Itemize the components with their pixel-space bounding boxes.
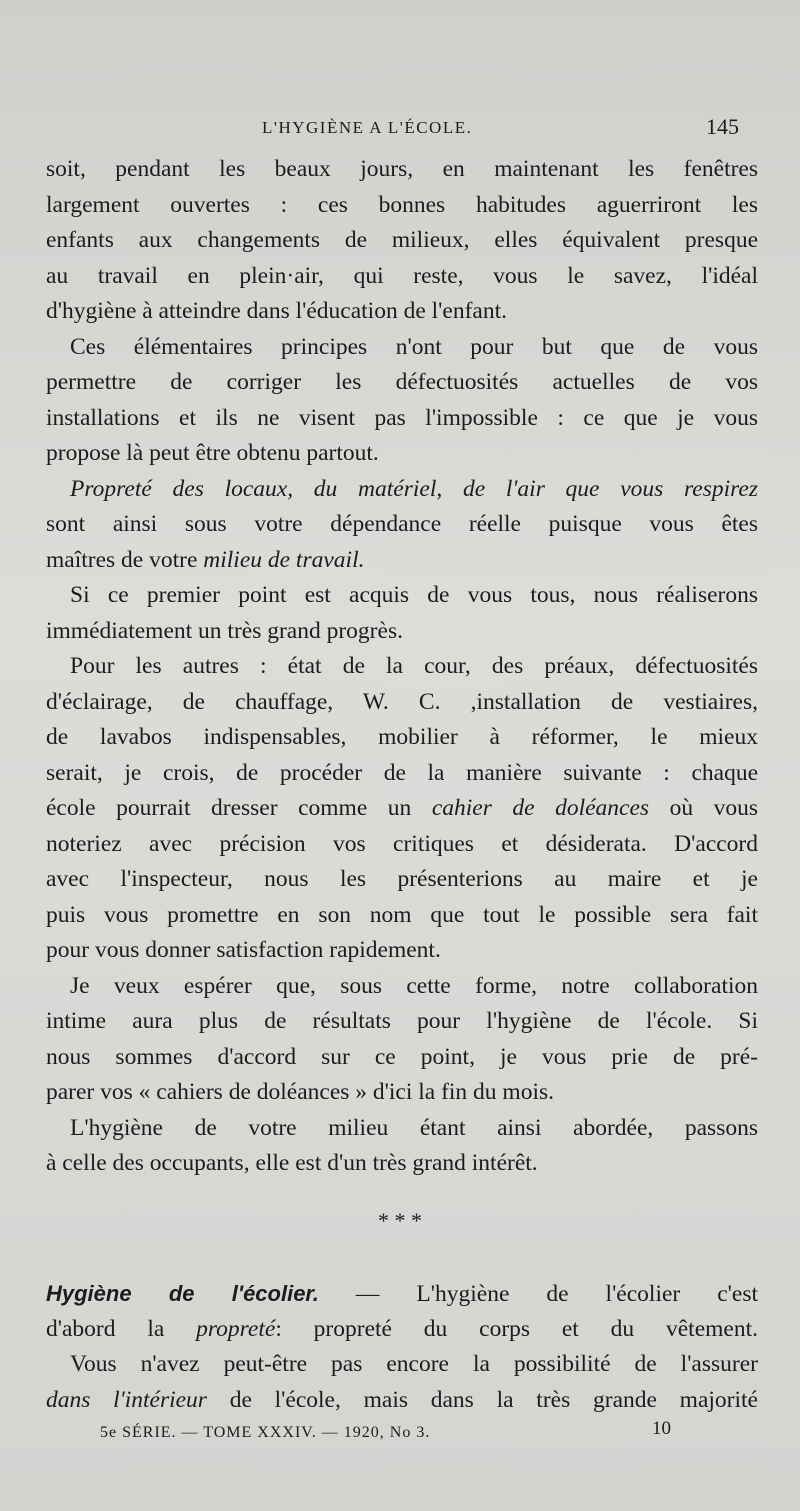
- page-header: [0, 114, 800, 144]
- text-line: [46, 898, 758, 934]
- text-line: [46, 259, 758, 295]
- text-line: [46, 578, 758, 614]
- text-line: [46, 401, 758, 437]
- text-run: intime aura plus de résultats pour l'hygiène de l'école. Si: [46, 1008, 758, 1034]
- text-run: Si ce premier point est acquis de vous tous, nous réaliserons: [70, 582, 758, 608]
- text-run: L'hygiène de votre milieu étant ainsi abordée, passons: [70, 1114, 758, 1141]
- text-line: [46, 756, 758, 792]
- text-run: Ces élémentaires principes n'ont pour but que de vous: [70, 333, 758, 360]
- text-run: immédiatement un très grand progrès.: [46, 617, 403, 644]
- page-footer: [0, 1418, 800, 1448]
- text-line: [46, 862, 758, 898]
- text-run: — L'hygiène de l'écolier c'est: [318, 1281, 759, 1307]
- text-line: [46, 791, 758, 827]
- text-line: [46, 1075, 758, 1111]
- text-run: enfants aux changements de milieux, elles équivalent presque: [46, 227, 758, 253]
- running-title: L'HYGIÈNE A L'ÉCOLE.: [262, 118, 473, 137]
- text-line: [46, 1004, 758, 1040]
- text-line: [46, 152, 758, 188]
- text-line: [46, 1347, 758, 1383]
- text-run: Je veux espérer que, sous cette forme, notre collaboration: [70, 972, 758, 999]
- text-line: [46, 1276, 758, 1312]
- text-run: d'abord la: [46, 1315, 197, 1342]
- text-line: [46, 969, 758, 1005]
- page-number: 145: [706, 114, 739, 139]
- text-run: Vous n'avez peut-être pas encore la possibilité de l'assurer: [70, 1351, 758, 1377]
- signature-mark: 5e SÉRIE. — TOME XXXIV. — 1920, No 3.: [100, 1424, 431, 1441]
- text-run: puis vous promettre en son nom que tout le possible sera fait: [46, 901, 758, 928]
- text-run: largement ouvertes : ces bonnes habitudes aguerriront les: [46, 191, 758, 218]
- text-line: [46, 1111, 758, 1147]
- text-line: [46, 720, 758, 756]
- text-run: où vous: [649, 795, 758, 821]
- text-line: [46, 1312, 758, 1348]
- sheet-number: 10: [652, 1418, 671, 1439]
- text-run: propose là peut être obtenu partout.: [46, 440, 379, 466]
- text-line: [46, 685, 758, 721]
- section-heading: Hygiène de l'écolier.: [46, 1281, 319, 1306]
- text-run: au travail en plein·air, qui reste, vous le savez, l'idéal: [46, 262, 758, 289]
- italic-text: Propreté des locaux, du matériel, de l'air que vous respirez: [70, 475, 758, 502]
- text-run: installations et ils ne visent pas l'impossible : ce que je vous: [46, 404, 758, 431]
- text-line: [46, 543, 758, 579]
- text-line: [46, 365, 758, 401]
- italic-text: propreté: [196, 1315, 276, 1342]
- text-run: de l'école, mais dans la très grande majorité: [206, 1386, 758, 1413]
- text-line: [46, 330, 758, 366]
- italic-text: milieu de travail.: [203, 546, 365, 573]
- text-run: maîtres de votre: [46, 546, 204, 573]
- text-run: sont ainsi sous votre dépendance réelle puisque vous êtes: [46, 511, 758, 537]
- text-run: nous sommes d'accord sur ce point, je vous prie de pré-: [46, 1043, 758, 1070]
- text-run: pour vous donner satisfaction rapidement.: [46, 937, 441, 963]
- section-separator: * * *: [378, 1208, 422, 1233]
- text-line: [46, 223, 758, 259]
- text-line: [46, 1146, 758, 1182]
- italic-text: dans l'intérieur: [46, 1386, 207, 1413]
- text-line: [46, 188, 758, 224]
- text-line: [46, 507, 758, 543]
- text-line: [46, 294, 758, 330]
- text-run: noteriez avec précision vos critiques et désiderata. D'accord: [46, 830, 758, 857]
- text-run: d'éclairage, de chauffage, W. C. ,installation de vestiaires,: [46, 688, 758, 715]
- text-run: Pour les autres : état de la cour, des préaux, défectuosités: [70, 653, 758, 679]
- text-line: [46, 1040, 758, 1076]
- text-run: serait, je crois, de procéder de la manière suivante : chaque: [46, 759, 758, 786]
- text-run: parer vos « cahiers de doléances » d'ici la fin du mois.: [46, 1079, 555, 1105]
- text-run: avec l'inspecteur, nous les présenterions au maire et je: [46, 866, 758, 892]
- body-text-section-2: [46, 1276, 758, 1418]
- text-line: [46, 649, 758, 685]
- text-line: [46, 933, 758, 969]
- text-line: [46, 472, 758, 508]
- text-line: [46, 436, 758, 472]
- text-run: école pourrait dresser comme un: [46, 795, 432, 821]
- italic-text: cahier de doléances: [431, 795, 650, 821]
- text-run: de lavabos indispensables, mobilier à réformer, le mieux: [46, 724, 758, 750]
- text-line: [46, 614, 758, 650]
- text-run: à celle des occupants, elle est d'un très grand intérêt.: [46, 1150, 538, 1176]
- text-line: [46, 827, 758, 863]
- text-run: permettre de corriger les défectuosités actuelles de vos: [46, 369, 758, 395]
- text-line: [46, 1383, 758, 1419]
- text-run: soit, pendant les beaux jours, en maintenant les fenêtres: [46, 156, 758, 182]
- body-text: [46, 152, 758, 1182]
- text-run: d'hygiène à atteindre dans l'éducation de l'enfant.: [46, 298, 507, 324]
- text-run: : propreté du corps et du vêtement.: [275, 1315, 759, 1342]
